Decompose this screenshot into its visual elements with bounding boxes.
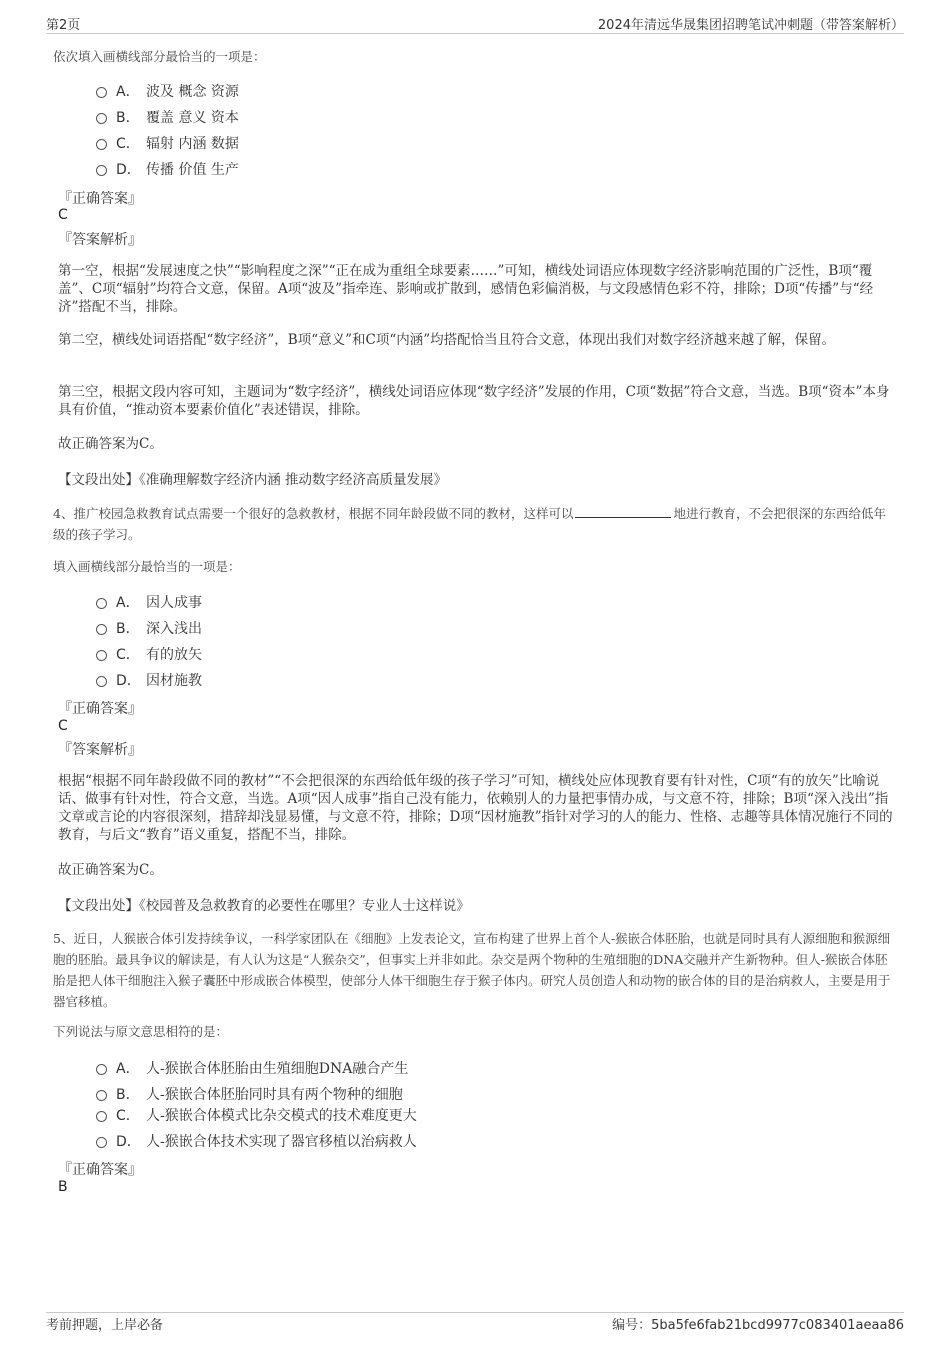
q4-prompt: 填入画横线部分最恰当的一项是： [53, 559, 241, 574]
header-divider [46, 33, 904, 34]
footer-divider [46, 1312, 904, 1313]
q5-prompt: 下列说法与原文意思相符的是： [53, 1024, 229, 1039]
q3-analysis-label: 『答案解析』 [58, 232, 142, 248]
q4-option-a[interactable]: A． 因人成事 [96, 591, 202, 613]
q4-answer: C [58, 718, 68, 734]
q3-analysis-p3: 第三空，根据文段内容可知，主题词为“数字经济”，横线处词语应体现“数字经济”发展的作用，C项“数据”符合文意，当选。B项“资本”本身具有价值，“推动资本要素价值化”表述错误，排除。 [58, 384, 890, 418]
radio-icon[interactable] [96, 624, 107, 635]
radio-icon[interactable] [96, 87, 107, 98]
q4-source: 【文段出处】《校园普及急救教育的必要性在哪里？专业人士这样说》 [58, 898, 470, 914]
radio-icon[interactable] [96, 165, 107, 176]
document-code: 编号：5ba5fe6fab21bcd9977c083401aeaa86 [612, 1318, 904, 1333]
q4-option-c[interactable]: C． 有的放矢 [96, 643, 202, 665]
fill-blank [575, 505, 671, 518]
q5-stem: 5、近日，人猴嵌合体引发持续争议，一科学家团队在《细胞》上发表论文，宣布构建了世界上首个人-猴嵌合体胚胎，也就是同时具有人源细胞和猴源细胞的胚胎。最具争议的解读是，有人认为这是“人猴杂交”，但事实上并非如此。杂交是两个物种的生殖细胞的DNA交融并产生新物种。但人-猴嵌合体胚胎是把人体干细胞注入猴子囊胚中形成嵌合体模型，使部分人体干细胞生存于猴子体内。研究人员创造人和动物的嵌合体的目的是治病救人，主要是用于器官移植。 [53, 931, 891, 1009]
q4-analysis-p1: 根据“根据不同年龄段做不同的教材”“不会把很深的东西给低年级的孩子学习”可知，横线处应体现教育要有针对性，C项“有的放矢”比喻说话、做事有针对性，符合文意，当选。A项“因人成事”指自己没有能力，依赖别人的力量把事情办成，与文意不符，排除；B项“深入浅出”指文章或言论的内容很深刻，措辞却浅显易懂，与文意不符，排除；D项“因材施教”指针对学习的人的能力、性格、志趣等具体情况施行不同的教育，与后文“教育”语义重复，搭配不当，排除。 [58, 773, 893, 843]
q5-option-c[interactable]: C． 人-猴嵌合体模式比杂交模式的技术难度更大 [96, 1104, 417, 1126]
q5-answer: B [58, 1179, 68, 1195]
radio-icon[interactable] [96, 1111, 107, 1122]
q4-option-d[interactable]: D． 因材施教 [96, 669, 202, 691]
document-title: 2024年清远华晟集团招聘笔试冲刺题（带答案解析） [597, 18, 904, 33]
q4-answer-label: 『正确答案』 [58, 701, 142, 717]
q3-option-c[interactable]: C． 辐射 内涵 数据 [96, 132, 239, 154]
q3-analysis-p4: 故正确答案为C。 [58, 436, 163, 452]
q3-option-b[interactable]: B． 覆盖 意义 资本 [96, 106, 239, 128]
q5-option-b[interactable]: B． 人-猴嵌合体胚胎同时具有两个物种的细胞 [96, 1083, 403, 1105]
radio-icon[interactable] [96, 598, 107, 609]
q5-answer-label: 『正确答案』 [58, 1162, 142, 1178]
radio-icon[interactable] [96, 1064, 107, 1075]
radio-icon[interactable] [96, 1137, 107, 1148]
q4-stem: 4、推广校园急救教育试点需要一个很好的急救教材，根据不同年龄段做不同的教材，这样可以 地进行教育，不会把很深的东西给低年级的孩子学习。 [53, 506, 886, 542]
q3-option-d[interactable]: D． 传播 价值 生产 [96, 158, 239, 180]
q5-option-a[interactable]: A． 人-猴嵌合体胚胎由生殖细胞DNA融合产生 [96, 1057, 408, 1079]
q5-option-d[interactable]: D． 人-猴嵌合体技术实现了器官移植以治病救人 [96, 1130, 417, 1152]
q4-option-b[interactable]: B． 深入浅出 [96, 617, 202, 639]
radio-icon[interactable] [96, 113, 107, 124]
q3-prompt: 依次填入画横线部分最恰当的一项是： [53, 49, 266, 64]
q3-analysis-p1: 第一空，根据“发展速度之快”“影响程度之深”“正在成为重组全球要素……”可知，横线处词语应体现数字经济影响范围的广泛性，B项“覆盖”、C项“辐射”均符合文意，保留。A项“波及”指牵连、影响或扩散到，感情色彩偏消极，与文段感情色彩不符，排除；D项“传播”与“经济”搭配不当，排除。 [58, 263, 874, 315]
q4-analysis-p2: 故正确答案为C。 [58, 862, 163, 878]
q3-analysis-p2: 第二空，横线处词语搭配“数字经济”，B项“意义”和C项“内涵”均搭配恰当且符合文意，体现出我们对数字经济越来越了解，保留。 [58, 332, 836, 348]
q3-source: 【文段出处】《准确理解数字经济内涵 推动数字经济高质量发展》 [58, 472, 448, 488]
radio-icon[interactable] [96, 1090, 107, 1101]
q4-analysis-label: 『答案解析』 [58, 742, 142, 758]
radio-icon[interactable] [96, 139, 107, 150]
radio-icon[interactable] [96, 676, 107, 687]
footer-slogan: 考前押题，上岸必备 [46, 1318, 164, 1333]
q3-answer: C [58, 207, 68, 223]
page-number: 第2页 [46, 18, 81, 33]
q3-answer-label: 『正确答案』 [58, 191, 142, 207]
q3-option-a[interactable]: A． 波及 概念 资源 [96, 80, 239, 102]
radio-icon[interactable] [96, 650, 107, 661]
